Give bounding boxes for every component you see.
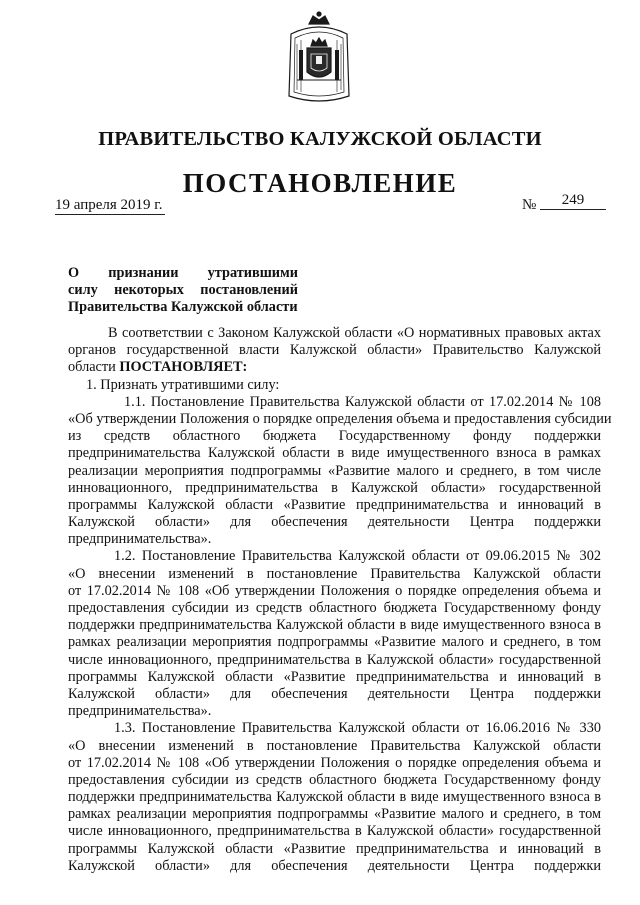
item-line: рамках реализации мероприятия подпрограммы «Развитие малого и среднего, в том <box>68 806 601 823</box>
item-line: от 17.02.2014 № 108 «Об утверждении Положения о порядке определения объема и <box>68 582 601 599</box>
item-line: 1.3. Постановление Правительства Калужской области от 16.06.2016 № 330 <box>114 720 601 737</box>
document-type: ПОСТАНОВЛЕНИЕ <box>182 168 458 198</box>
preamble-line <box>68 359 601 376</box>
item-line: предпринимательства». <box>68 703 212 720</box>
item-line: реализации мероприятия подпрограммы «Развитие малого и среднего, в том числе <box>68 462 601 479</box>
item-line: предоставления субсидии из средств областного бюджета Государственному фонду <box>68 771 601 788</box>
subject-line: Правительства Калужской области <box>68 299 298 315</box>
item-line: поддержки предпринимательства Калужской области в виде имущественного взноса в <box>68 789 601 806</box>
item-line: Калужской области» для обеспечения деятельности Центра поддержки <box>68 857 601 874</box>
item-line: предпринимательства». <box>68 531 212 548</box>
item-line: 1.1. Постановление Правительства Калужской области от 17.02.2014 № 108 <box>124 393 601 410</box>
item-line: Калужской области» для обеспечения деятельности Центра поддержки <box>68 514 601 531</box>
item-line: программы Калужской области «Развитие предпринимательства и инноваций в <box>68 668 601 685</box>
decree-keyword: ПОСТАНОВЛЯЕТ: <box>119 359 248 376</box>
item-line: рамках реализации мероприятия подпрограммы «Развитие малого и среднего, в том <box>68 634 601 651</box>
item-line: программы Калужской области «Развитие предпринимательства и инноваций в <box>68 840 601 857</box>
item-line: от 17.02.2014 № 108 «Об утверждении Положения о порядке определения объема и <box>68 754 601 771</box>
item-line: числе инновационного, предпринимательства в Калужской области» государственной <box>68 651 601 668</box>
item-line: Калужской области» для обеспечения деятельности Центра поддержки <box>68 685 601 702</box>
item-line: «Об утверждении Положения о порядке определения объема и предоставления субсидии <box>68 410 612 427</box>
item-line: 1.2. Постановление Правительства Калужской области от 09.06.2015 № 302 <box>114 548 601 565</box>
coat-of-arms-icon <box>283 10 355 106</box>
item-line: предпринимательства Калужской области в виде имущественного взноса в рамках <box>68 445 601 462</box>
item-line: из средств областного бюджета Государственному фонду поддержки <box>68 428 601 445</box>
item-line: «О внесении изменений в постановление Правительства Калужской области <box>68 565 601 582</box>
document-body <box>68 325 612 875</box>
item-line: числе инновационного, предпринимательства в Калужской области» государственной <box>68 823 601 840</box>
organization-title: ПРАВИТЕЛЬСТВО КАЛУЖСКОЙ ОБЛАСТИ <box>98 128 542 150</box>
item-line: поддержки предпринимательства Калужской области в виде имущественного взноса в <box>68 617 601 634</box>
subject-line: силу некоторых постановлений <box>68 282 298 298</box>
preamble-line: органов государственной власти Калужской области» Правительство Калужской <box>68 342 601 359</box>
clause-heading: 1. Признать утратившими силу: <box>86 376 280 393</box>
item-line: «О внесении изменений в постановление Правительства Калужской области <box>68 737 601 754</box>
item-line: предоставления субсидии из средств областного бюджета Государственному фонду <box>68 600 601 616</box>
subject-line: О признании утратившими <box>68 265 298 281</box>
document-number: 249 <box>540 192 606 210</box>
item-line: инновационного, предпринимательства в Калужской области» государственной <box>68 479 601 496</box>
preamble-line: В соответствии с Законом Калужской области «О нормативных правовых актах <box>108 325 601 341</box>
item-line: программы Калужской области «Развитие предпринимательства и инноваций в <box>68 496 601 513</box>
number-label: № <box>522 197 537 213</box>
preamble-text: области <box>68 359 120 376</box>
document-date: 19 апреля 2019 г. <box>55 197 163 213</box>
document-subject <box>68 265 298 316</box>
